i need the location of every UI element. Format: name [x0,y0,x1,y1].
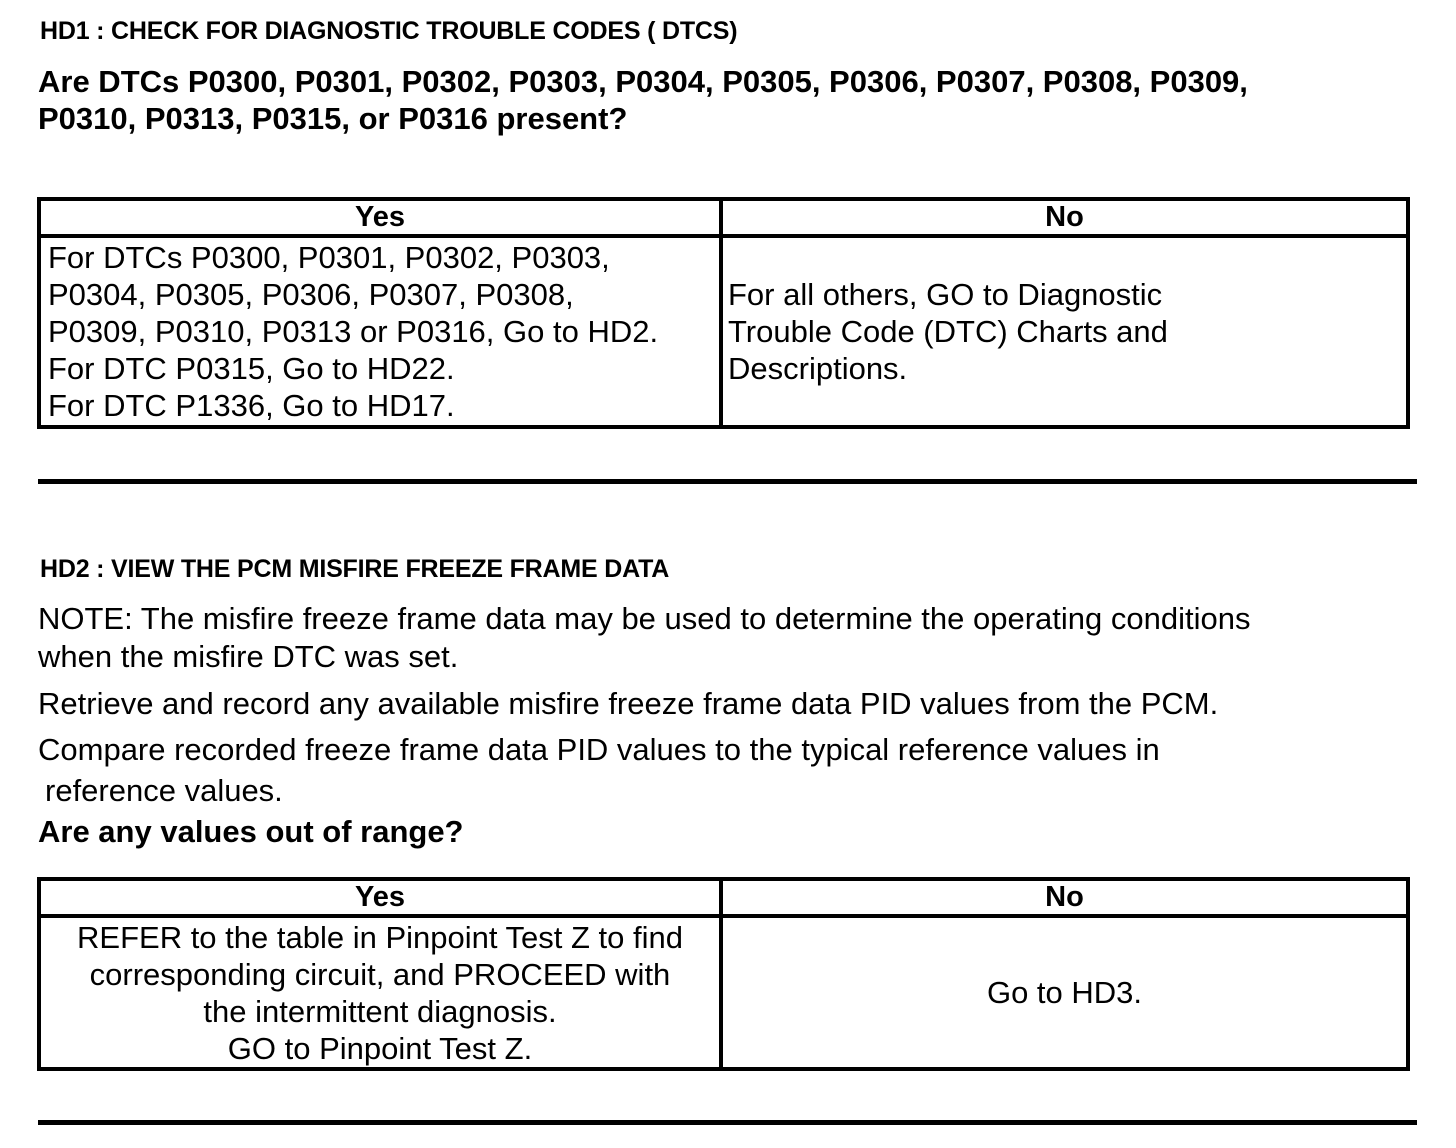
hd2-answer-table [37,877,1410,1071]
section-divider [38,479,1417,484]
hd1-yes-cell [39,236,721,427]
hd1-yes-line: For DTC P1336, Go to HD17. [48,388,455,423]
hd2-yes-line: REFER to the table in Pinpoint Test Z to find [77,919,683,955]
hd1-yes-line: For DTCs P0300, P0301, P0302, P0303, [48,240,610,275]
hd1-question-line: Are DTCs P0300, P0301, P0302, P0303, P0304, P0305, P0306, P0307, P0308, P0309, [38,64,1248,99]
hd1-no-header: No [721,199,1408,236]
hd2-compare-line: Compare recorded freeze frame data PID values to the typical reference values in [38,732,1160,767]
hd2-no-cell [721,916,1408,1069]
hd2-yes-cell [39,916,721,1069]
hd2-no-text: Go to HD3. [986,975,1143,1010]
hd1-yes-header: Yes [39,199,721,236]
hd1-question [38,63,1248,137]
hd2-compare-text [38,731,1160,810]
hd2-note-line: NOTE: The misfire freeze frame data may be used to determine the operating conditions [38,601,1251,636]
hd1-answer-table [37,197,1410,429]
hd1-no-cell [721,236,1408,427]
hd2-yes-line: corresponding circuit, and PROCEED with [89,956,671,992]
hd2-retrieve-text: Retrieve and record any available misfire freeze frame data PID values from the PCM. [38,686,1219,721]
hd1-yes-line: For DTC P0315, Go to HD22. [48,351,455,386]
hd2-title: HD2 : VIEW THE PCM MISFIRE FREEZE FRAME DATA [40,555,670,583]
hd1-yes-line: P0309, P0310, P0313 or P0316, Go to HD2. [48,314,659,349]
hd2-no-header: No [721,879,1408,916]
hd1-no-line: Descriptions. [728,351,908,386]
hd2-yes-line: GO to Pinpoint Test Z. [227,1030,533,1066]
hd1-question-line: P0310, P0313, P0315, or P0316 present? [38,101,628,136]
hd2-question: Are any values out of range? [38,814,464,849]
hd1-yes-line: P0304, P0305, P0306, P0307, P0308, [48,277,574,312]
hd2-note [38,600,1250,676]
hd1-no-line: Trouble Code (DTC) Charts and [728,314,1168,349]
hd2-compare-line: reference values. [45,773,283,808]
section-divider [38,1120,1417,1125]
hd2-note-line: when the misfire DTC was set. [38,639,459,674]
hd2-yes-line: the intermittent diagnosis. [203,993,557,1029]
hd1-title: HD1 : CHECK FOR DIAGNOSTIC TROUBLE CODES ( DTCS) [40,17,738,45]
hd2-yes-header: Yes [39,879,721,916]
hd1-no-line: For all others, GO to Diagnostic [728,277,1163,312]
